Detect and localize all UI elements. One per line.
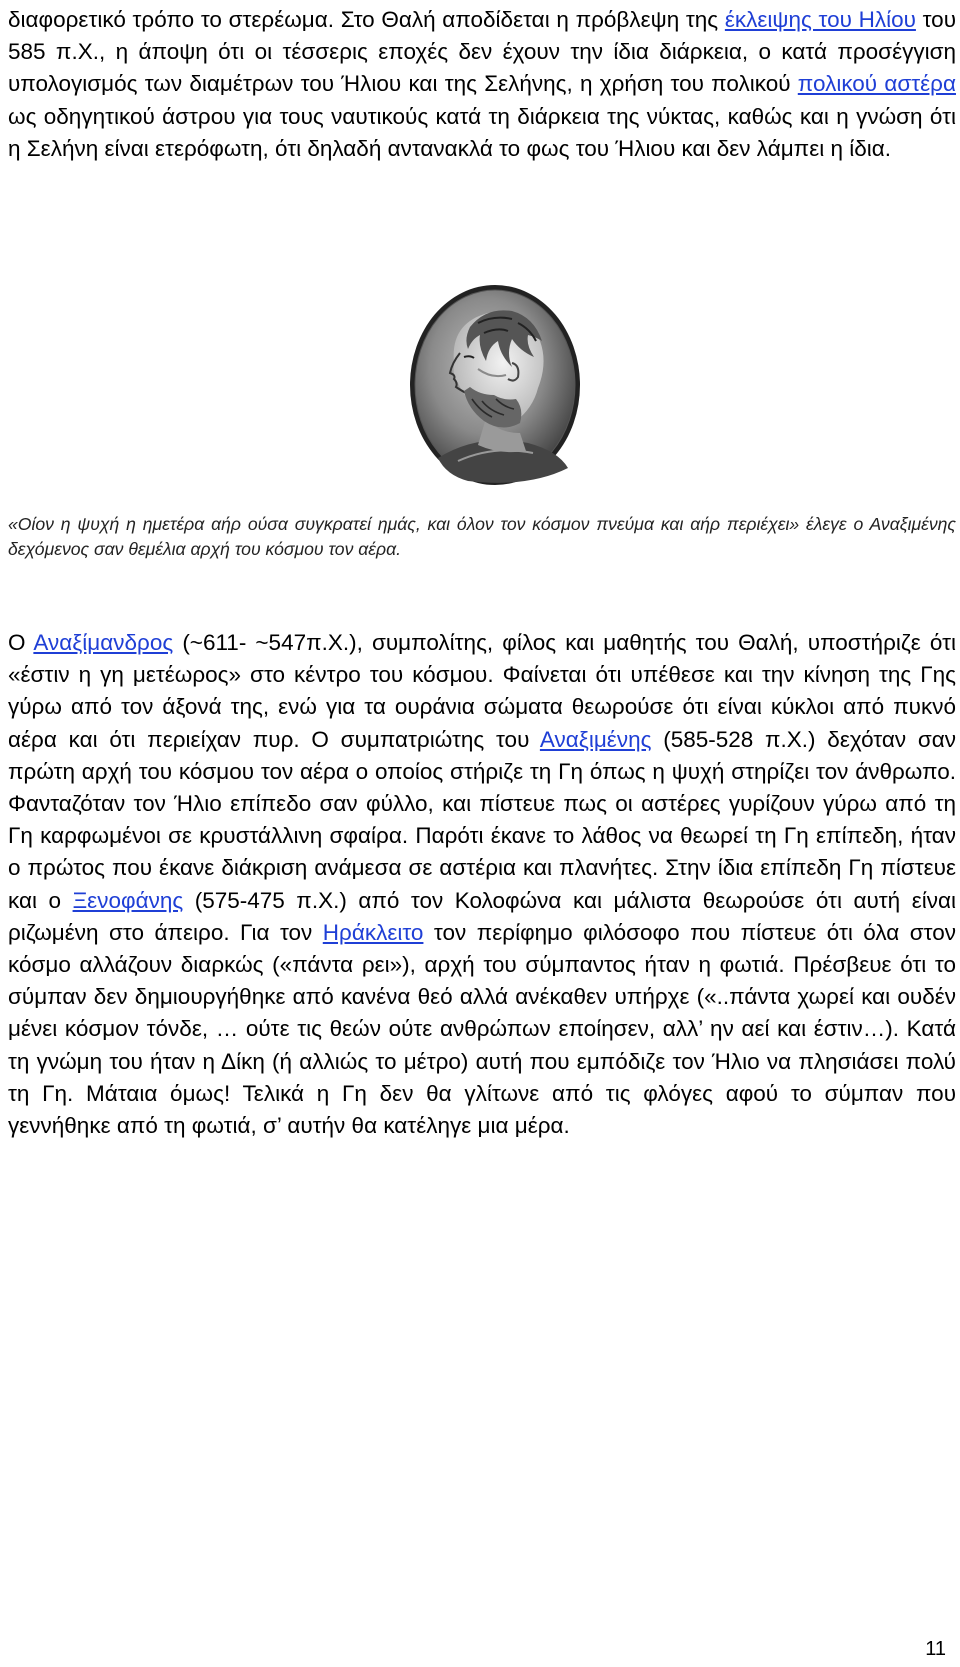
text-run: ως οδηγητικού άστρου για τους ναυτικούς κατά τη διάρκεια της νύκτας, καθώς και η γνώση ότι η Σελήνη είναι ετερόφωτη, ότι δηλαδή αντανακλά το φως του Ήλιου και δεν λάμπει η ίδια. xyxy=(8,103,956,161)
text-run: διαφορετικό τρόπο το στερέωμα. Στο Θαλή αποδίδεται η πρόβλεψη της xyxy=(8,7,725,32)
text-run: (585-528 π.Χ.) δεχόταν σαν πρώτη αρχή του κόσμου τον αέρα ο οποίος στήριζε τη Γη όπως η ψυχή στηρίζει τον άνθρωπο. Φανταζόταν τον Ήλιο επίπεδο σαν φύλλο, και πίστευε πως οι αστέρες γυρίζουν γύρω από τη Γη καρφωμένοι σε κρυστάλλινη σφαίρα. Παρότι έκανε το λάθος να θεωρεί τη Γη επίπεδη, ήταν ο πρώτος που έκανε διάκριση ανάμεσα σε αστέρια και πλανήτες. Στην ίδια επίπεδη Γη πίστευε και ο xyxy=(8,726,956,913)
link-xenophanes[interactable]: Ξενοφάνης xyxy=(72,887,184,913)
text-run: τον περίφημο φιλόσοφο που πίστευε ότι όλα στον κόσμο αλλάζουν διαρκώς («πάντα ρει»), αρχή του σύμπαντος ήταν η φωτιά. Πρέσβευε ότι το σύμπαν δεν δημιουργήθηκε από κανένα θεό αλλά ανέκαθεν υπήρχε («..πάντα χωρεί και ουδέν μένει κόσμον τόνδε, … ούτε τις θεών ούτε ανθρώπων εποίησεν, αλλ’ ην αεί και έστιν…). Κατά τη γνώμη του ήταν η Δίκη (ή αλλιώς το μέτρο) αυτή που εμπόδιζε τον Ήλιο να πλησιάσει πολύ τη Γη. Μάταια όμως! Τελικά η Γη δεν θα γλίτωνε από τις φλόγες αφού το σύμπαν που γεννήθηκε από τη φωτιά, σ’ αυτήν θα κατέληγε μια μέρα. xyxy=(8,919,956,1139)
page-number: 11 xyxy=(925,1638,946,1660)
paragraph-thales xyxy=(8,4,956,165)
link-solar-eclipse[interactable]: έκλειψης του Ηλίου xyxy=(724,7,916,32)
text-run: (~611- ~547π.Χ.), συμπολίτης, φίλος και μαθητής του Θαλή, υποστήριζε ότι «έστιν η γη μετέωρος» στο κέντρο του κόσμου. Φαίνεται ότι υπέθεσε και την κίνηση της Γης γύρω από τον άξονά της, ενώ για τα ουράνια σώματα θεωρούσε ότι είναι κύκλοι από πυκνό αέρα και ότι περιείχαν πυρ. Ο συμπατριώτης του xyxy=(8,630,957,752)
text-run: Ο xyxy=(8,630,34,655)
link-anaximenes[interactable]: Αναξιμένης xyxy=(539,726,652,752)
text-run: του 585 π.Χ., η άποψη ότι οι τέσσερις εποχές δεν έχουν την ίδια διάρκεια, ο κατά προσέγγιση υπολογισμός των διαμέτρων του Ήλιου και της Σελήνης, η χρήση του πολικού xyxy=(8,7,957,97)
link-heraclitus[interactable]: Ηράκλειτο xyxy=(322,919,424,945)
anaximenes-portrait-icon xyxy=(408,283,582,487)
quote-caption: «Οίον η ψυχή η ημετέρα αήρ ούσα συγκρατεί ημάς, και όλον τον κόσμον πνεύμα και αήρ περιέχει» έλεγε ο Αναξιμένης δεχόμενος σαν θεμέλια αρχή του κόσμου τον αέρα. xyxy=(8,514,956,559)
link-polaris[interactable]: πολικού αστέρα xyxy=(797,71,956,97)
link-anaximander[interactable]: Αναξίμανδρος xyxy=(33,630,174,655)
text-run: (575-475 π.Χ.) από τον Κολοφώνα και μάλιστα θεωρούσε ότι αυτή είναι ριζωμένη στο άπειρο. Για τον xyxy=(8,887,956,945)
paragraph-presocratics xyxy=(8,627,956,1142)
